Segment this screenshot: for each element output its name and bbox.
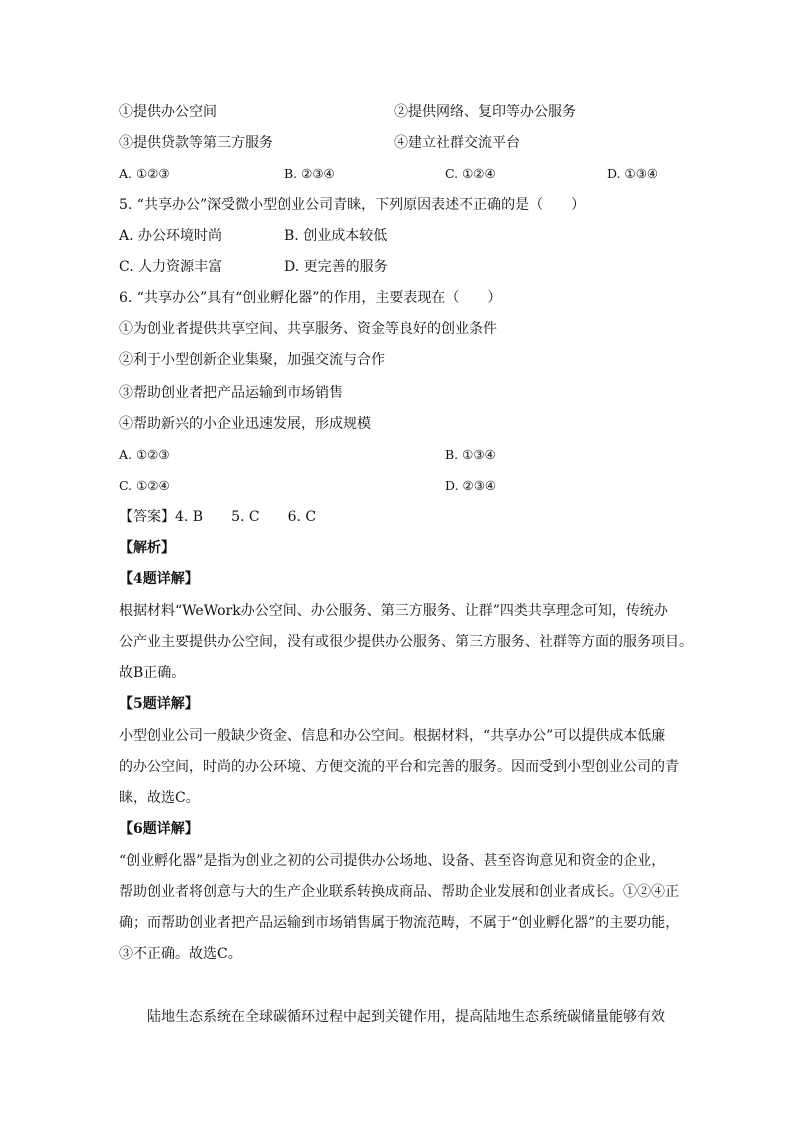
next-paragraph: 陆地生态系统在全球碳循环过程中起到关键作用，提高陆地生态系统碳储量能够有效	[147, 1009, 665, 1025]
q4-choice-b: B. ②③④	[284, 166, 335, 181]
q5-detail-line-3: 睐，故选C。	[119, 790, 200, 806]
q6-statement-2: ②利于小型创新企业集聚，加强交流与合作	[119, 352, 385, 368]
q6-choice-b: B. ①③④	[445, 447, 496, 462]
q5-detail-line-2: 的办公空间，时尚的办公环境、方便交流的平台和完善的服务。因而受到小型创业公司的青	[119, 759, 679, 775]
q6-statement-1: ①为创业者提供共享空间、共享服务、资金等良好的创业条件	[119, 321, 497, 337]
q6-detail-heading: 【6题详解】	[119, 821, 199, 837]
q5-detail-line-1: 小型创业公司一般缺少资金、信息和办公空间。根据材料，“共享办公”可以提供成本低廉	[119, 728, 666, 744]
q6-choice-a: A. ①②③	[119, 447, 170, 462]
q5-detail-heading: 【5题详解】	[119, 696, 199, 712]
q4-option-1: ①提供办公空间	[119, 104, 217, 120]
q6-stem: 6. “共享办公”具有“创业孵化器”的作用，主要表现在（ ）	[119, 290, 502, 306]
answer-line: 【答案】4. B 5. C 6. C	[119, 509, 317, 525]
q4-option-4: ④建立社群交流平台	[394, 135, 520, 151]
q4-option-2: ②提供网络、复印等办公服务	[394, 104, 576, 120]
q5-choice-c: C. 人力资源丰富	[119, 259, 223, 275]
q4-choice-c: C. ①②④	[445, 166, 496, 181]
q6-choice-d: D. ②③④	[445, 478, 497, 493]
q4-choice-d: D. ①③④	[607, 166, 659, 181]
q5-choice-d: D. 更完善的服务	[284, 259, 388, 275]
q4-option-3: ③提供贷款等第三方服务	[119, 135, 273, 151]
q6-choice-c: C. ①②④	[119, 478, 170, 493]
q6-detail-line-1: “创业孵化器”是指为创业之初的公司提供办公场地、设备、甚至咨询意见和资金的企业，	[119, 853, 666, 869]
q5-stem: 5. “共享办公”深受微小型创业公司青睐，下列原因表述不正确的是（ ）	[119, 197, 586, 213]
q6-detail-line-2: 帮助创业者将创意与大的生产企业联系转换成商品、帮助企业发展和创业者成长。①②④正	[119, 884, 679, 900]
q4-detail-line-2: 公产业主要提供办公空间，没有或很少提供办公服务、第三方服务、社群等方面的服务项目。	[119, 634, 693, 650]
q5-choice-b: B. 创业成本较低	[284, 228, 388, 244]
q5-choice-a: A. 办公环境时尚	[119, 228, 223, 244]
q4-detail-line-3: 故B正确。	[119, 665, 186, 681]
q6-statement-4: ④帮助新兴的小企业迅速发展，形成规模	[119, 416, 371, 432]
q6-statement-3: ③帮助创业者把产品运输到市场销售	[119, 385, 343, 401]
q4-choice-a: A. ①②③	[119, 166, 170, 181]
analysis-heading: 【解析】	[119, 540, 175, 556]
q6-detail-line-3: 确；而帮助创业者把产品运输到市场销售属于物流范畴，不属于“创业孵化器”的主要功能，	[119, 915, 680, 931]
q4-detail-line-1: 根据材料“WeWork办公空间、办公服务、第三方服务、让群”四类共享理念可知，传统办	[119, 603, 668, 619]
q4-detail-heading: 【4题详解】	[119, 571, 199, 587]
q6-detail-line-4: ③不正确。故选C。	[119, 946, 242, 962]
